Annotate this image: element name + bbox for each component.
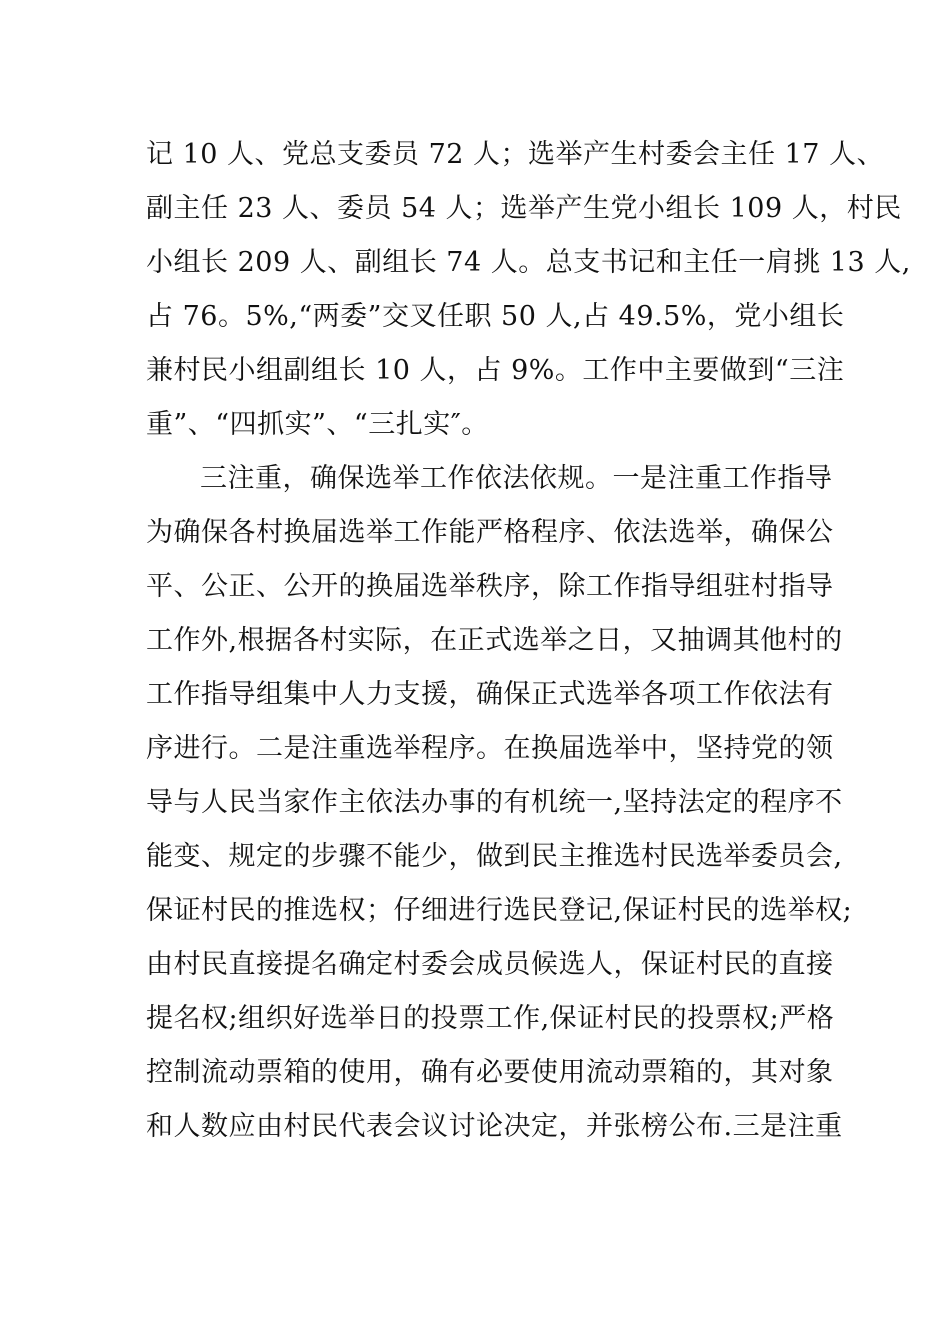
body-text bbox=[146, 128, 911, 1154]
text-line: 导与人民当家作主依法办事的有机统一,坚持法定的程序不 bbox=[146, 787, 843, 818]
text-line: 控制流动票箱的使用，确有必要使用流动票箱的，其对象 bbox=[146, 1057, 834, 1088]
text-line: 记 10 人、党总支委员 72 人；选举产生村委会主任 17 人、 bbox=[146, 139, 885, 170]
text-line: 提名权;组织好选举日的投票工作,保证村民的投票权;严格 bbox=[146, 1003, 835, 1034]
text-line: 保证村民的推选权；仔细进行选民登记,保证村民的选举权; bbox=[146, 895, 853, 926]
text-line: 工作指导组集中人力支援，确保正式选举各项工作依法有 bbox=[146, 679, 834, 710]
text-line: 平、公正、公开的换届选举秩序，除工作指导组驻村指导 bbox=[146, 571, 834, 602]
text-line: 小组长 209 人、副组长 74 人。总支书记和主任一肩挑 13 人, bbox=[146, 247, 911, 278]
text-line: 为确保各村换届选举工作能严格程序、依法选举，确保公 bbox=[146, 517, 834, 548]
text-line: 和人数应由村民代表会议讨论决定，并张榜公布.三是注重 bbox=[146, 1111, 843, 1142]
text-line: 兼村民小组副组长 10 人，占 9%。工作中主要做到“三注 bbox=[146, 355, 845, 386]
text-line: 重”、“四抓实”、“三扎实″。 bbox=[146, 409, 489, 440]
text-line: 工作外,根据各村实际，在正式选举之日，又抽调其他村的 bbox=[146, 625, 843, 656]
paragraph-start-line: 三注重，确保选举工作依法依规。一是注重工作指导 bbox=[200, 463, 833, 494]
text-line: 占 76。5%,“两委”交叉任职 50 人,占 49.5%，党小组长 bbox=[146, 301, 845, 332]
text-line: 能变、规定的步骤不能少，做到民主推选村民选举委员会, bbox=[146, 841, 843, 872]
text-line: 序进行。二是注重选举程序。在换届选举中，坚持党的领 bbox=[146, 733, 834, 764]
text-line: 副主任 23 人、委员 54 人；选举产生党小组长 109 人，村民 bbox=[146, 193, 902, 224]
text-line: 由村民直接提名确定村委会成员候选人，保证村民的直接 bbox=[146, 949, 834, 980]
